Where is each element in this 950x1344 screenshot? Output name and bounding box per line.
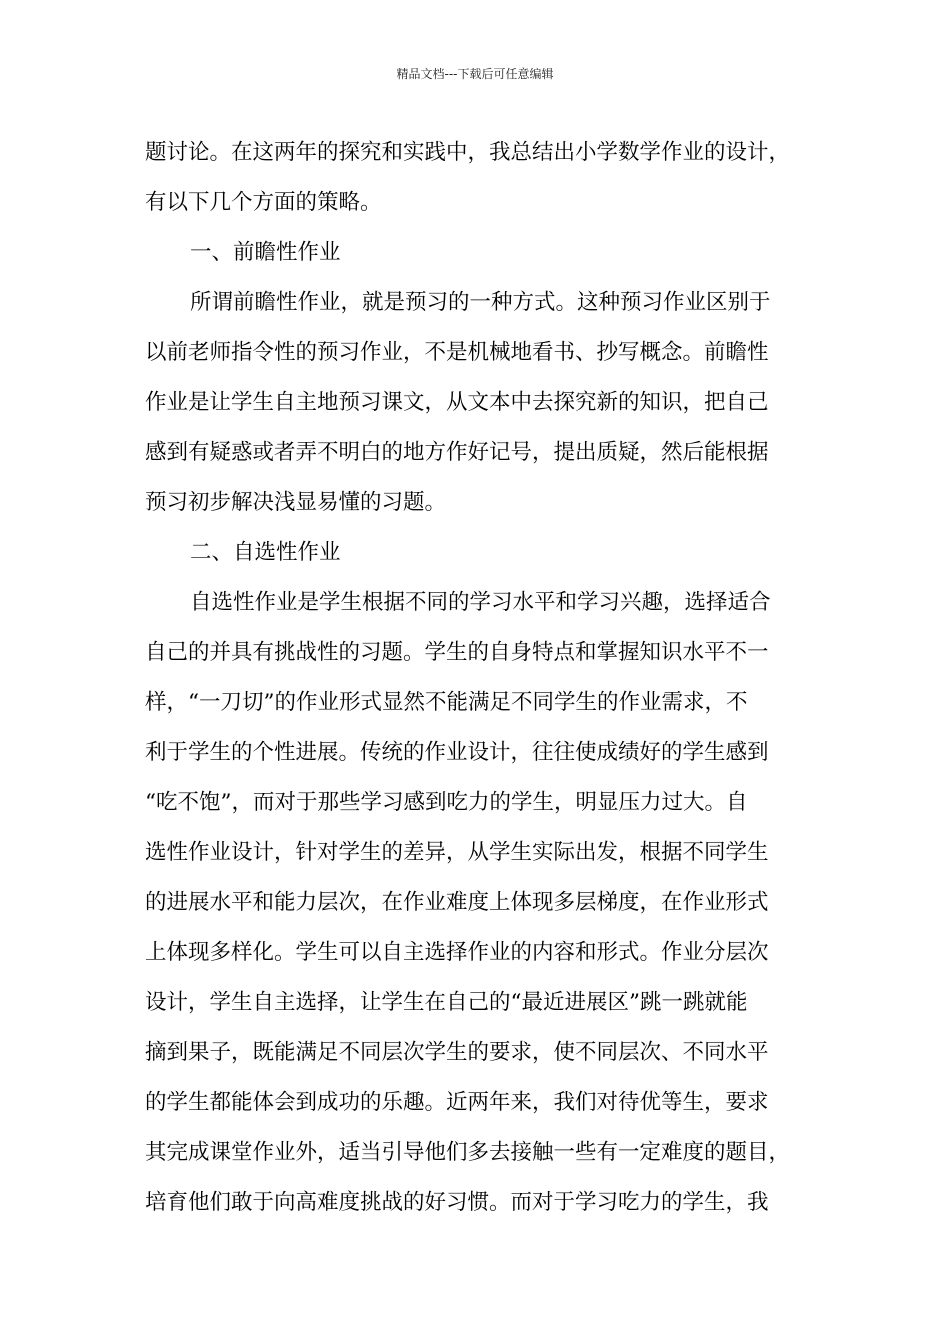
section-heading: 一、前瞻性作业	[190, 240, 341, 265]
paragraph-line: 感到有疑惑或者弄不明白的地方作好记号，提出质疑，然后能根据	[145, 440, 769, 465]
page-header: 精品文档---下载后可任意编辑	[396, 67, 554, 81]
paragraph-line: 设计，学生自主选择，让学生在自己的“最近进展区”跳一跳就能	[145, 990, 748, 1015]
paragraph-line: 培育他们敢于向高难度挑战的好习惯。而对于学习吃力的学生，我	[145, 1190, 769, 1215]
paragraph-line: 选性作业设计，针对学生的差异，从学生实际出发，根据不同学生	[145, 840, 769, 865]
paragraph-line: 所谓前瞻性作业，就是预习的一种方式。这种预习作业区别于	[190, 290, 771, 315]
paragraph-line: “吃不饱”，而对于那些学习感到吃力的学生，明显压力过大。自	[145, 790, 748, 815]
paragraph-line: 上体现多样化。学生可以自主选择作业的内容和形式。作业分层次	[145, 940, 769, 965]
paragraph-line: 样，“一刀切”的作业形式显然不能满足不同学生的作业需求，不	[145, 690, 748, 715]
paragraph-line: 其完成课堂作业外，适当引导他们多去接触一些有一定难度的题目，	[145, 1140, 791, 1165]
paragraph-line: 以前老师指令性的预习作业，不是机械地看书、抄写概念。前瞻性	[145, 340, 769, 365]
paragraph-line: 自选性作业是学生根据不同的学习水平和学习兴趣，选择适合	[190, 590, 771, 615]
paragraph-line: 的进展水平和能力层次，在作业难度上体现多层梯度，在作业形式	[145, 890, 769, 915]
document-body	[145, 128, 825, 1228]
paragraph-line: 题讨论。在这两年的探究和实践中，我总结出小学数学作业的设计，	[145, 140, 791, 165]
paragraph-line: 利于学生的个性进展。传统的作业设计，往往使成绩好的学生感到	[145, 740, 769, 765]
paragraph-line: 作业是让学生自主地预习课文，从文本中去探究新的知识，把自己	[145, 390, 769, 415]
paragraph-line: 预习初步解决浅显易懂的习题。	[145, 490, 447, 515]
section-heading: 二、自选性作业	[190, 540, 341, 565]
paragraph-line: 有以下几个方面的策略。	[145, 190, 382, 215]
paragraph-line: 自己的并具有挑战性的习题。学生的自身特点和掌握知识水平不一	[145, 640, 769, 665]
paragraph-line: 的学生都能体会到成功的乐趣。近两年来，我们对待优等生，要求	[145, 1090, 769, 1115]
paragraph-line: 摘到果子，既能满足不同层次学生的要求，使不同层次、不同水平	[145, 1040, 769, 1065]
